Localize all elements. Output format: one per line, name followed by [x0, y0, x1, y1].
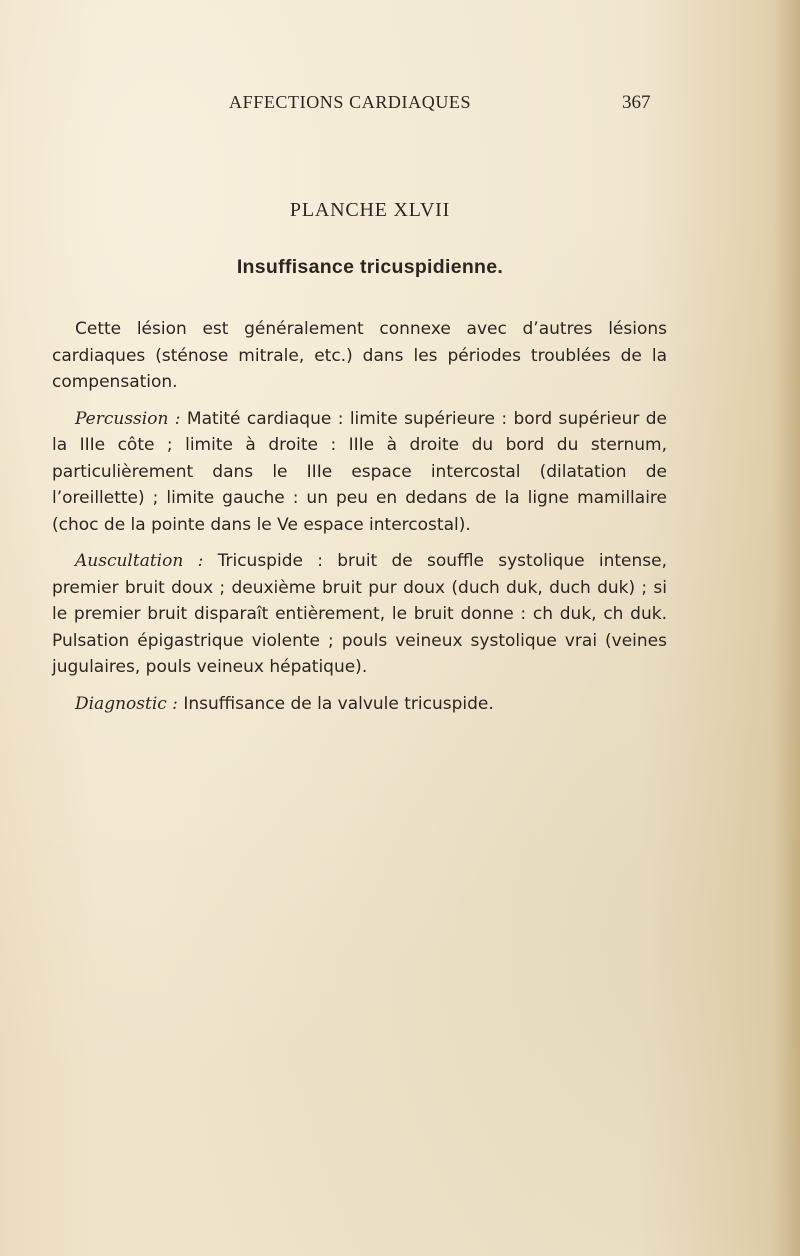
percussion-label: Percussion : [75, 408, 181, 429]
body-text [52, 316, 667, 727]
paragraph-intro: Cette lésion est généralement connexe avec d’autres lésions cardiaques (sténose mitrale, etc.) dans les périodes troublées de la compensation. [52, 319, 667, 392]
auscultation-label: Auscultation : [75, 551, 204, 571]
running-title: AFFECTIONS CARDIAQUES [229, 92, 472, 112]
diagnostic-text: Insuffisance de la valvule tricuspide. [183, 693, 494, 714]
auscultation-text: Tricuspide : bruit de souffle systolique intense, premier bruit doux ; deuxième bruit pur doux (duch duk, duch duk) ; si le premier bruit disparaît entièrement, le bruit donne : ch duk, ch duk. Pulsation épigastrique violente ; pouls veineux systolique vrai (veines jugulaires, pouls veineux hépatique). [52, 551, 667, 677]
paragraph-diagnostic [52, 691, 667, 718]
plate-title: PLANCHE XLVII [289, 199, 451, 221]
diagnostic-label: Diagnostic : [75, 693, 178, 714]
page-number: 367 [622, 92, 651, 113]
running-head [0, 92, 800, 118]
section-title: Insuffisance tricuspidienne. [236, 256, 504, 278]
paragraph-percussion [52, 406, 667, 539]
percussion-text: Matité cardiaque : limite supérieure : bord supérieur de la IIIe côte ; limite à droite : IIIe à droite du bord du sternum, particulièrement dans le IIIe espace intercostal (dilatation de l’oreillette) ; limite gauche : un peu en dedans de la ligne mamillaire (choc de la pointe dans le Ve espace intercostal). [52, 408, 667, 535]
paragraph-auscultation [52, 548, 667, 681]
